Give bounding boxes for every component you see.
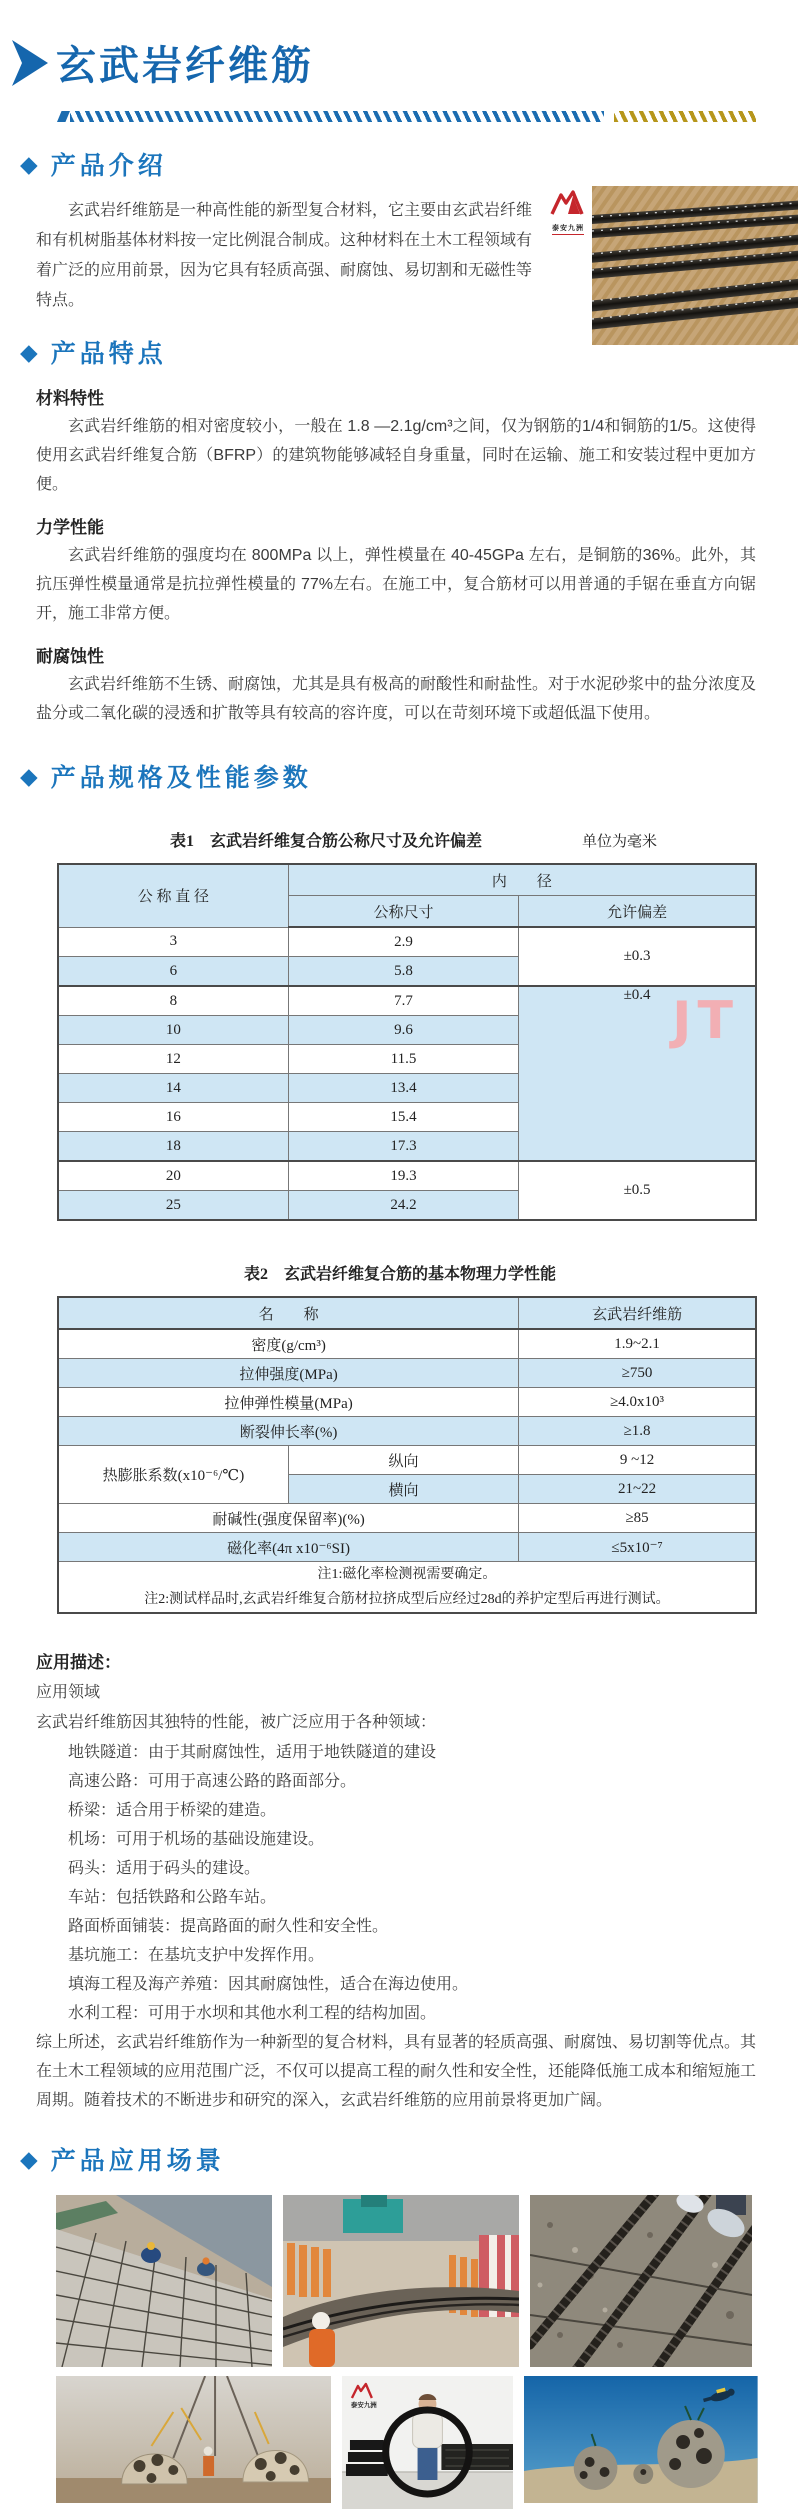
feature-subtitle-mechanical: 力学性能 — [36, 518, 104, 537]
title-arrow-icon — [12, 40, 48, 86]
t2-value: ≥85 — [519, 1504, 756, 1533]
diamond-icon: ◆ — [20, 762, 38, 789]
t2-name: 断裂伸长率(%) — [58, 1417, 519, 1446]
t2-direction: 纵向 — [288, 1446, 518, 1475]
brand-logo — [543, 190, 593, 235]
gallery-row-2 — [56, 2376, 758, 2509]
table2-title: 表2 玄武岩纤维复合筋的基本物理力学性能 — [243, 1266, 556, 1283]
app-list-item: 机场：可用于机场的基础设施建设。 — [68, 1831, 325, 1848]
section-divider — [57, 111, 756, 122]
t1-size: 11.5 — [288, 1045, 518, 1074]
feature-subtitle-corrosion: 耐腐蚀性 — [36, 647, 104, 666]
table2-row — [58, 1504, 756, 1533]
table1-row — [58, 927, 756, 957]
jt-watermark: JT — [672, 991, 739, 1051]
table2-note-1: 注1:磁化率检测视需要确定。 — [317, 1567, 497, 1582]
page-header — [0, 0, 800, 91]
t1-size: 2.9 — [288, 927, 518, 957]
app-list-item: 水利工程：可用于水坝和其他水利工程的结构加固。 — [68, 2005, 437, 2022]
brand-logo-text: 泰安九洲 — [552, 223, 584, 235]
table2-row — [58, 1329, 756, 1359]
intro-paragraph: 玄武岩纤维筋是一种高性能的新型复合材料，它主要由玄武岩纤维和有机树脂基体材料按一定比例混合制成。这种材料在土木工程领域有着广泛的应用前景，因为它具有轻质高强、耐腐蚀、易切割和无磁性等特点。 — [36, 202, 533, 309]
t2-value: ≥1.8 — [519, 1417, 756, 1446]
app-list-item: 地铁隧道：由于其耐腐蚀性，适用于地铁隧道的建设 — [68, 1744, 437, 1761]
table1-title: 表1 玄武岩纤维复合筋公称尺寸及允许偏差 — [170, 833, 483, 850]
app-list-item: 码头：适用于码头的建设。 — [68, 1860, 261, 1877]
t1-diameter: 12 — [58, 1045, 288, 1074]
t1-diameter: 6 — [58, 957, 288, 987]
t2-direction: 横向 — [288, 1475, 518, 1504]
app-intro: 玄武岩纤维筋因其独特的性能，被广泛应用于各种领域： — [36, 1714, 437, 1731]
table1-col-inner: 内 径 — [288, 864, 756, 896]
photo-mesh-paving — [56, 2195, 272, 2367]
t1-diameter: 10 — [58, 1016, 288, 1045]
t2-value: 9 ~12 — [519, 1446, 756, 1475]
intro-heading-text: 产品介绍 — [50, 152, 167, 180]
table2-row-expansion-long — [58, 1446, 756, 1475]
feature-subtitle-material: 材料特性 — [36, 389, 104, 408]
table2-row — [58, 1388, 756, 1417]
section-heading-gallery — [20, 2141, 800, 2177]
t1-size: 9.6 — [288, 1016, 518, 1045]
t1-size: 15.4 — [288, 1103, 518, 1132]
application-section — [36, 1648, 800, 2115]
table2-row — [58, 1417, 756, 1446]
t1-size: 19.3 — [288, 1161, 518, 1191]
app-conclusion: 综上所述，玄武岩纤维筋作为一种新型的复合材料，具有显著的轻质高强、耐腐蚀、易切割等优点。其在土木工程领域的应用范围广泛，不仅可以提高工程的耐久性和安全性，还能降低施工成本和缩短施工周期。随着技术的不断进步和研究的深入，玄武岩纤维筋的应用前景将更加广阔。 — [36, 2034, 757, 2109]
tolerance-value: ±0.4 — [623, 987, 651, 1003]
feature-paragraph-mechanical: 玄武岩纤维筋的强度均在 800MPa 以上，弹性模量在 40-45GPa 左右，是铜筋的36%。此外，其抗压弹性模量通常是抗拉弹性模量的 77%左右。在施工中，复合筋材可以用普通的手锯在垂直方向锯开，施工非常方便。 — [36, 547, 756, 622]
t2-value: ≤5x10⁻⁷ — [519, 1533, 756, 1562]
t1-size: 5.8 — [288, 957, 518, 987]
table2-row — [58, 1533, 756, 1562]
t2-name: 拉伸弹性模量(MPa) — [58, 1388, 519, 1417]
gallery-row-1 — [56, 2195, 758, 2367]
spec-table-1 — [57, 863, 757, 1221]
t2-value: ≥4.0x10³ — [519, 1388, 756, 1417]
photo-reef-dome-lifting — [56, 2376, 331, 2503]
tolerance-cell-1: ±0.3 — [519, 927, 756, 986]
t2-value: 21~22 — [519, 1475, 756, 1504]
photo-rebar-closeup — [530, 2195, 752, 2367]
tolerance-cell-3: ±0.5 — [519, 1161, 756, 1220]
section-heading-intro — [20, 146, 800, 182]
table2-notes-row — [58, 1562, 756, 1614]
table1-col-tolerance: 允许偏差 — [519, 896, 756, 928]
app-heading: 应用描述： — [36, 1653, 121, 1672]
application-gallery — [56, 2195, 758, 2509]
feature-paragraph-corrosion: 玄武岩纤维筋不生锈、耐腐蚀，尤其是具有极高的耐酸性和耐盐性。对于水泥砂浆中的盐分浓度及盐分或二氧化碳的浸透和扩散等具有较高的容许度，可以在苛刻环境下或超低温下使用。 — [36, 676, 757, 722]
app-list — [36, 1738, 800, 2028]
t1-size: 13.4 — [288, 1074, 518, 1103]
app-list-item: 填海工程及海产养殖：因其耐腐蚀性，适合在海边使用。 — [68, 1976, 469, 1993]
photo-trench-construction — [283, 2195, 519, 2367]
t1-diameter: 14 — [58, 1074, 288, 1103]
app-list-item: 高速公路：可用于高速公路的路面部分。 — [68, 1773, 357, 1790]
table2-row — [58, 1359, 756, 1388]
t1-diameter: 25 — [58, 1191, 288, 1221]
mountain-logo-icon — [548, 190, 588, 217]
table1-row — [58, 1161, 756, 1191]
table2-col-name: 名 称 — [58, 1297, 519, 1329]
features-heading-text: 产品特点 — [50, 340, 167, 368]
t2-name: 拉伸强度(MPa) — [58, 1359, 519, 1388]
table2-col-value: 玄武岩纤维筋 — [519, 1297, 756, 1329]
t1-diameter: 20 — [58, 1161, 288, 1191]
t1-size: 7.7 — [288, 986, 518, 1016]
spec-table-2 — [57, 1296, 757, 1614]
t2-expansion-name: 热膨胀系数(x10⁻⁶/℃) — [58, 1446, 288, 1504]
section-heading-specs — [20, 758, 800, 794]
photo-coiled-rebar-warehouse — [342, 2376, 513, 2509]
t1-diameter: 16 — [58, 1103, 288, 1132]
feature-paragraph-material: 玄武岩纤维筋的相对密度较小，一般在 1.8 —2.1g/cm³之间，仅为钢筋的1/4和铜筋的1/5。这使得使用玄武岩纤维复合筋（BFRP）的建筑物能够减轻自身重量，同时在运输、施工和安装过程中更加方便。 — [36, 418, 756, 493]
table1-col-diameter: 公 称 直 径 — [58, 864, 288, 927]
t2-name: 密度(g/cm³) — [58, 1329, 519, 1359]
app-list-item: 基坑施工：在基坑支护中发挥作用。 — [68, 1947, 325, 1964]
divider-start-shape — [57, 111, 70, 122]
table1-row — [58, 986, 756, 1016]
photo-underwater-reef — [524, 2376, 758, 2503]
table2-header-row — [58, 1297, 756, 1329]
gallery-heading-text: 产品应用场景 — [50, 2147, 225, 2175]
app-subheading: 应用领域 — [36, 1684, 101, 1701]
t1-diameter: 3 — [58, 927, 288, 957]
diamond-icon: ◆ — [20, 150, 38, 177]
t1-size: 24.2 — [288, 1191, 518, 1221]
t1-diameter: 18 — [58, 1132, 288, 1162]
table2-notes — [58, 1562, 756, 1614]
t1-size: 17.3 — [288, 1132, 518, 1162]
photo-logo-watermark-text: 泰安九洲 — [351, 2401, 378, 2410]
app-list-item: 路面桥面铺装：提高路面的耐久性和安全性。 — [68, 1918, 389, 1935]
diamond-icon: ◆ — [20, 2145, 38, 2172]
table1-caption — [170, 828, 800, 851]
page-title: 玄武岩纤维筋 — [56, 44, 314, 88]
table1-header-row-1 — [58, 864, 756, 896]
divider-gold-stripes — [614, 111, 756, 122]
divider-blue-stripes — [70, 111, 604, 122]
product-photo-basalt-rebar — [592, 186, 798, 345]
diamond-icon: ◆ — [20, 338, 38, 365]
t1-diameter: 8 — [58, 986, 288, 1016]
table2-note-2: 注2:测试样品时,玄武岩纤维复合筋材拉挤成型后应经过28d的养护定型后再进行测试。 — [144, 1592, 670, 1607]
table1-col-nominal: 公称尺寸 — [288, 896, 518, 928]
table1-unit-note: 单位为毫米 — [582, 834, 658, 850]
app-list-item: 车站：包括铁路和公路车站。 — [68, 1889, 277, 1906]
divider-gap — [604, 111, 614, 122]
t2-name: 耐碱性(强度保留率)(%) — [58, 1504, 519, 1533]
tolerance-cell-2 — [519, 986, 756, 1161]
t2-value: 1.9~2.1 — [519, 1329, 756, 1359]
t2-value: ≥750 — [519, 1359, 756, 1388]
specs-heading-text: 产品规格及性能参数 — [50, 764, 312, 792]
app-list-item: 桥梁：适合用于桥梁的建造。 — [68, 1802, 277, 1819]
t2-name: 磁化率(4π x10⁻⁶SI) — [58, 1533, 519, 1562]
